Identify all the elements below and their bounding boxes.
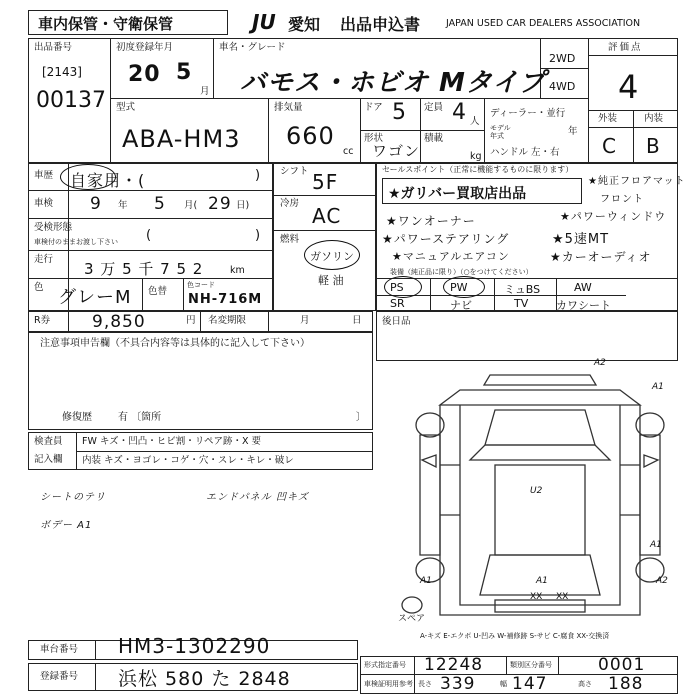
damage-mark-a2-front: A2 bbox=[594, 358, 606, 368]
color-code-label: 色コード bbox=[187, 281, 215, 289]
interior-grade: B bbox=[646, 134, 661, 158]
inspection-month-unit: 月( bbox=[184, 200, 198, 211]
damage-legend: A-キズ E-エクボ U-凹み W-補修跡 S-サビ C-腐食 XX-交換済 bbox=[420, 632, 610, 640]
selling-item-5: ★パワーステアリング bbox=[382, 232, 510, 246]
chassis-label: 車台番号 bbox=[40, 644, 79, 655]
receive-paren-close: ) bbox=[255, 228, 261, 243]
spare-label: スペア bbox=[398, 614, 426, 624]
displacement-label: 排気量 bbox=[274, 102, 303, 113]
notes-label: 注意事項申告欄（不具合内容等は具体的に記入して下さい） bbox=[40, 338, 310, 349]
inspector-label-1: 検査員 bbox=[34, 436, 63, 447]
type-number: 12248 bbox=[424, 655, 484, 675]
equip-sr: SR bbox=[390, 297, 405, 310]
mileage-unit: km bbox=[230, 265, 245, 276]
first-reg-label: 初度登録年月 bbox=[116, 42, 174, 53]
history-close: ) bbox=[255, 168, 261, 183]
model-label: 型式 bbox=[116, 102, 136, 113]
name-change-month: 月 bbox=[300, 315, 310, 326]
width-label: 幅 bbox=[500, 680, 507, 688]
equip-tv: TV bbox=[514, 297, 529, 310]
shift-value: 5F bbox=[312, 170, 339, 194]
plate-value: 浜松 580 た 2848 bbox=[118, 668, 291, 690]
fuel-gasoline: ガソリン bbox=[310, 250, 354, 263]
displacement-unit: cc bbox=[343, 146, 354, 157]
color-replace-label: 色替 bbox=[148, 286, 168, 297]
association-name: JAPAN USED CAR DEALERS ASSOCIATION bbox=[446, 18, 641, 29]
first-reg-year: 20 bbox=[128, 62, 161, 87]
history-label: 車歴 bbox=[34, 170, 54, 181]
doors-value: 5 bbox=[392, 100, 407, 125]
dealer-label: ディーラー・並行 bbox=[490, 108, 566, 119]
ac-label: 冷房 bbox=[280, 198, 300, 209]
org-name: 愛知 bbox=[288, 15, 321, 34]
shift-label: シフト bbox=[280, 166, 309, 177]
ju-logo: JU bbox=[252, 10, 276, 34]
width-value: 147 bbox=[512, 674, 548, 694]
after-day-block bbox=[376, 311, 678, 361]
cert-label: 車検証明用参考 bbox=[364, 680, 413, 688]
fuel-label: 燃料 bbox=[280, 234, 300, 245]
inspection-month: 5 bbox=[154, 194, 166, 214]
class-number-label: 類別区分番号 bbox=[510, 661, 552, 669]
equip-ps: PS bbox=[390, 281, 404, 294]
damage-mark-a1-left: A1 bbox=[420, 576, 432, 586]
repair-label: 修復歴 bbox=[62, 412, 92, 423]
remark-2: ボデー A1 bbox=[40, 520, 93, 531]
selling-item-7: ★マニュアルエアコン bbox=[392, 250, 510, 263]
selling-points-label: セールスポイント（正常に機能するものに限ります） bbox=[382, 165, 574, 174]
equip-aw: AW bbox=[574, 281, 592, 294]
length-value: 339 bbox=[440, 674, 476, 694]
after-day-label: 後日品 bbox=[382, 316, 411, 327]
damage-mark-a2-right: A2 bbox=[656, 576, 668, 586]
first-reg-month: 5 bbox=[176, 60, 193, 85]
chassis-value: HM3-1302290 bbox=[118, 634, 271, 658]
inspection-year: 9 bbox=[90, 194, 102, 214]
color-value: グレーM bbox=[58, 287, 132, 308]
color-code: NH-716M bbox=[188, 292, 263, 307]
damage-mark-a1-rear: A1 bbox=[536, 576, 548, 586]
selling-item-3: ★パワーウィンドウ bbox=[560, 210, 667, 223]
name-change-label: 名変期限 bbox=[208, 315, 247, 326]
selling-item-4: ★ワンオーナー bbox=[386, 214, 476, 228]
model-value: ABA-HM3 bbox=[122, 125, 241, 153]
handle-label: ハンドル 左・右 bbox=[490, 147, 560, 158]
ac-value: AC bbox=[312, 204, 342, 228]
damage-mark-u2-roof: U2 bbox=[530, 486, 543, 496]
plate-label: 登録番号 bbox=[40, 671, 79, 682]
height-value: 188 bbox=[608, 674, 644, 694]
model-year-unit: 年 bbox=[568, 126, 578, 137]
capacity-label: 定員 bbox=[424, 102, 444, 113]
load-label: 積載 bbox=[424, 133, 444, 144]
load-unit: kg bbox=[470, 151, 482, 162]
evaluation-score: 4 bbox=[618, 68, 640, 106]
receive-label: 受検形態 bbox=[34, 222, 73, 233]
drive-4wd: 4WD bbox=[549, 80, 576, 93]
equip-ps-circle bbox=[384, 276, 422, 298]
receive-paren-open: ( bbox=[146, 228, 152, 243]
storage-notice: 車内保管・守衛保管 bbox=[38, 15, 174, 33]
damage-mark-a1-right2: A1 bbox=[650, 540, 662, 550]
equip-pw-circle bbox=[443, 276, 485, 298]
remark-1: シートのテリ bbox=[40, 492, 106, 503]
selling-item-6: ★5速MT bbox=[552, 232, 610, 247]
inspection-label: 車検 bbox=[34, 198, 54, 209]
inspector-row-1: FW キズ・凹凸・ヒビ割・リペア跡・X 要 bbox=[82, 436, 262, 447]
mileage-value: 3 万 5 千 7 5 2 bbox=[84, 260, 204, 278]
month-unit: 月 bbox=[200, 86, 210, 97]
name-change-day: 日 bbox=[352, 315, 362, 326]
inspector-row-2: 内装 キズ・ヨゴレ・コゲ・穴・スレ・キレ・破レ bbox=[82, 455, 294, 466]
displacement-value: 660 bbox=[286, 122, 335, 150]
history-circle bbox=[60, 164, 116, 190]
repair-close: 〕 bbox=[356, 412, 366, 423]
form-title: 出品申込書 bbox=[340, 15, 421, 34]
exterior-grade: C bbox=[602, 134, 617, 158]
selling-highlight: ★ガリバー買取店出品 bbox=[388, 186, 527, 202]
inspection-year-unit: 年 bbox=[118, 200, 128, 211]
drive-2wd: 2WD bbox=[549, 52, 576, 65]
lot-label: 出品番号 bbox=[34, 42, 73, 53]
interior-label: 内装 bbox=[644, 113, 664, 124]
mileage-label: 走行 bbox=[34, 254, 54, 265]
history-value: 自家用・( bbox=[70, 171, 146, 190]
type-number-label: 形式指定番号 bbox=[364, 661, 406, 669]
damage-mark-xx-1: XX bbox=[530, 592, 543, 602]
exterior-label: 外装 bbox=[598, 113, 618, 124]
lot-bracket: [2143] bbox=[42, 65, 82, 79]
car-name: バモス・ホビオ Mタイプ bbox=[240, 68, 546, 98]
selling-item-8: ★カーオーディオ bbox=[550, 250, 652, 264]
capacity-value: 4 bbox=[452, 100, 467, 125]
doors-label: ドア bbox=[364, 102, 383, 113]
fuel-diesel: 軽 油 bbox=[318, 274, 344, 287]
equipment-label: 装備（純正品に限り）（○をつけてください） bbox=[390, 268, 533, 276]
car-name-label: 車名・グレード bbox=[219, 42, 286, 53]
inspection-day-unit: 日) bbox=[236, 200, 250, 211]
inspection-day: 29 bbox=[208, 194, 232, 214]
color-label: 色 bbox=[34, 282, 44, 293]
recycle-label: R券 bbox=[34, 315, 51, 326]
repair-value: 有 〔箇所 bbox=[118, 412, 162, 423]
remark-3: エンドパネル 凹キズ bbox=[206, 492, 309, 503]
receive-note: 車検付のままお渡し下さい bbox=[34, 238, 118, 246]
recycle-value: 9,850 bbox=[92, 312, 146, 332]
damage-mark-a1-right: A1 bbox=[652, 382, 664, 392]
shape-value: ワゴン bbox=[372, 142, 421, 160]
height-label: 高さ bbox=[578, 680, 592, 688]
length-label: 長さ bbox=[418, 680, 432, 688]
evaluation-label: 評価点 bbox=[608, 42, 643, 53]
selling-item-1: ★純正フロアマット bbox=[588, 176, 686, 187]
selling-item-2: フロント bbox=[600, 194, 644, 205]
capacity-unit: 人 bbox=[470, 116, 480, 127]
class-number: 0001 bbox=[598, 655, 646, 675]
model-year-label: モデル年式 bbox=[490, 124, 511, 140]
damage-mark-xx-2: XX bbox=[556, 592, 569, 602]
lot-number: 00137 bbox=[36, 88, 106, 113]
fuel-gasoline-circle bbox=[304, 240, 360, 270]
equip-pw: PW bbox=[450, 281, 468, 294]
equip-partial: ミュBS bbox=[504, 283, 541, 296]
equip-seat: カワシート bbox=[556, 299, 611, 312]
recycle-unit: 円 bbox=[186, 315, 196, 326]
equip-navi: ナビ bbox=[450, 299, 472, 312]
shape-label: 形状 bbox=[364, 133, 384, 144]
inspector-label-2: 記入欄 bbox=[34, 454, 63, 465]
